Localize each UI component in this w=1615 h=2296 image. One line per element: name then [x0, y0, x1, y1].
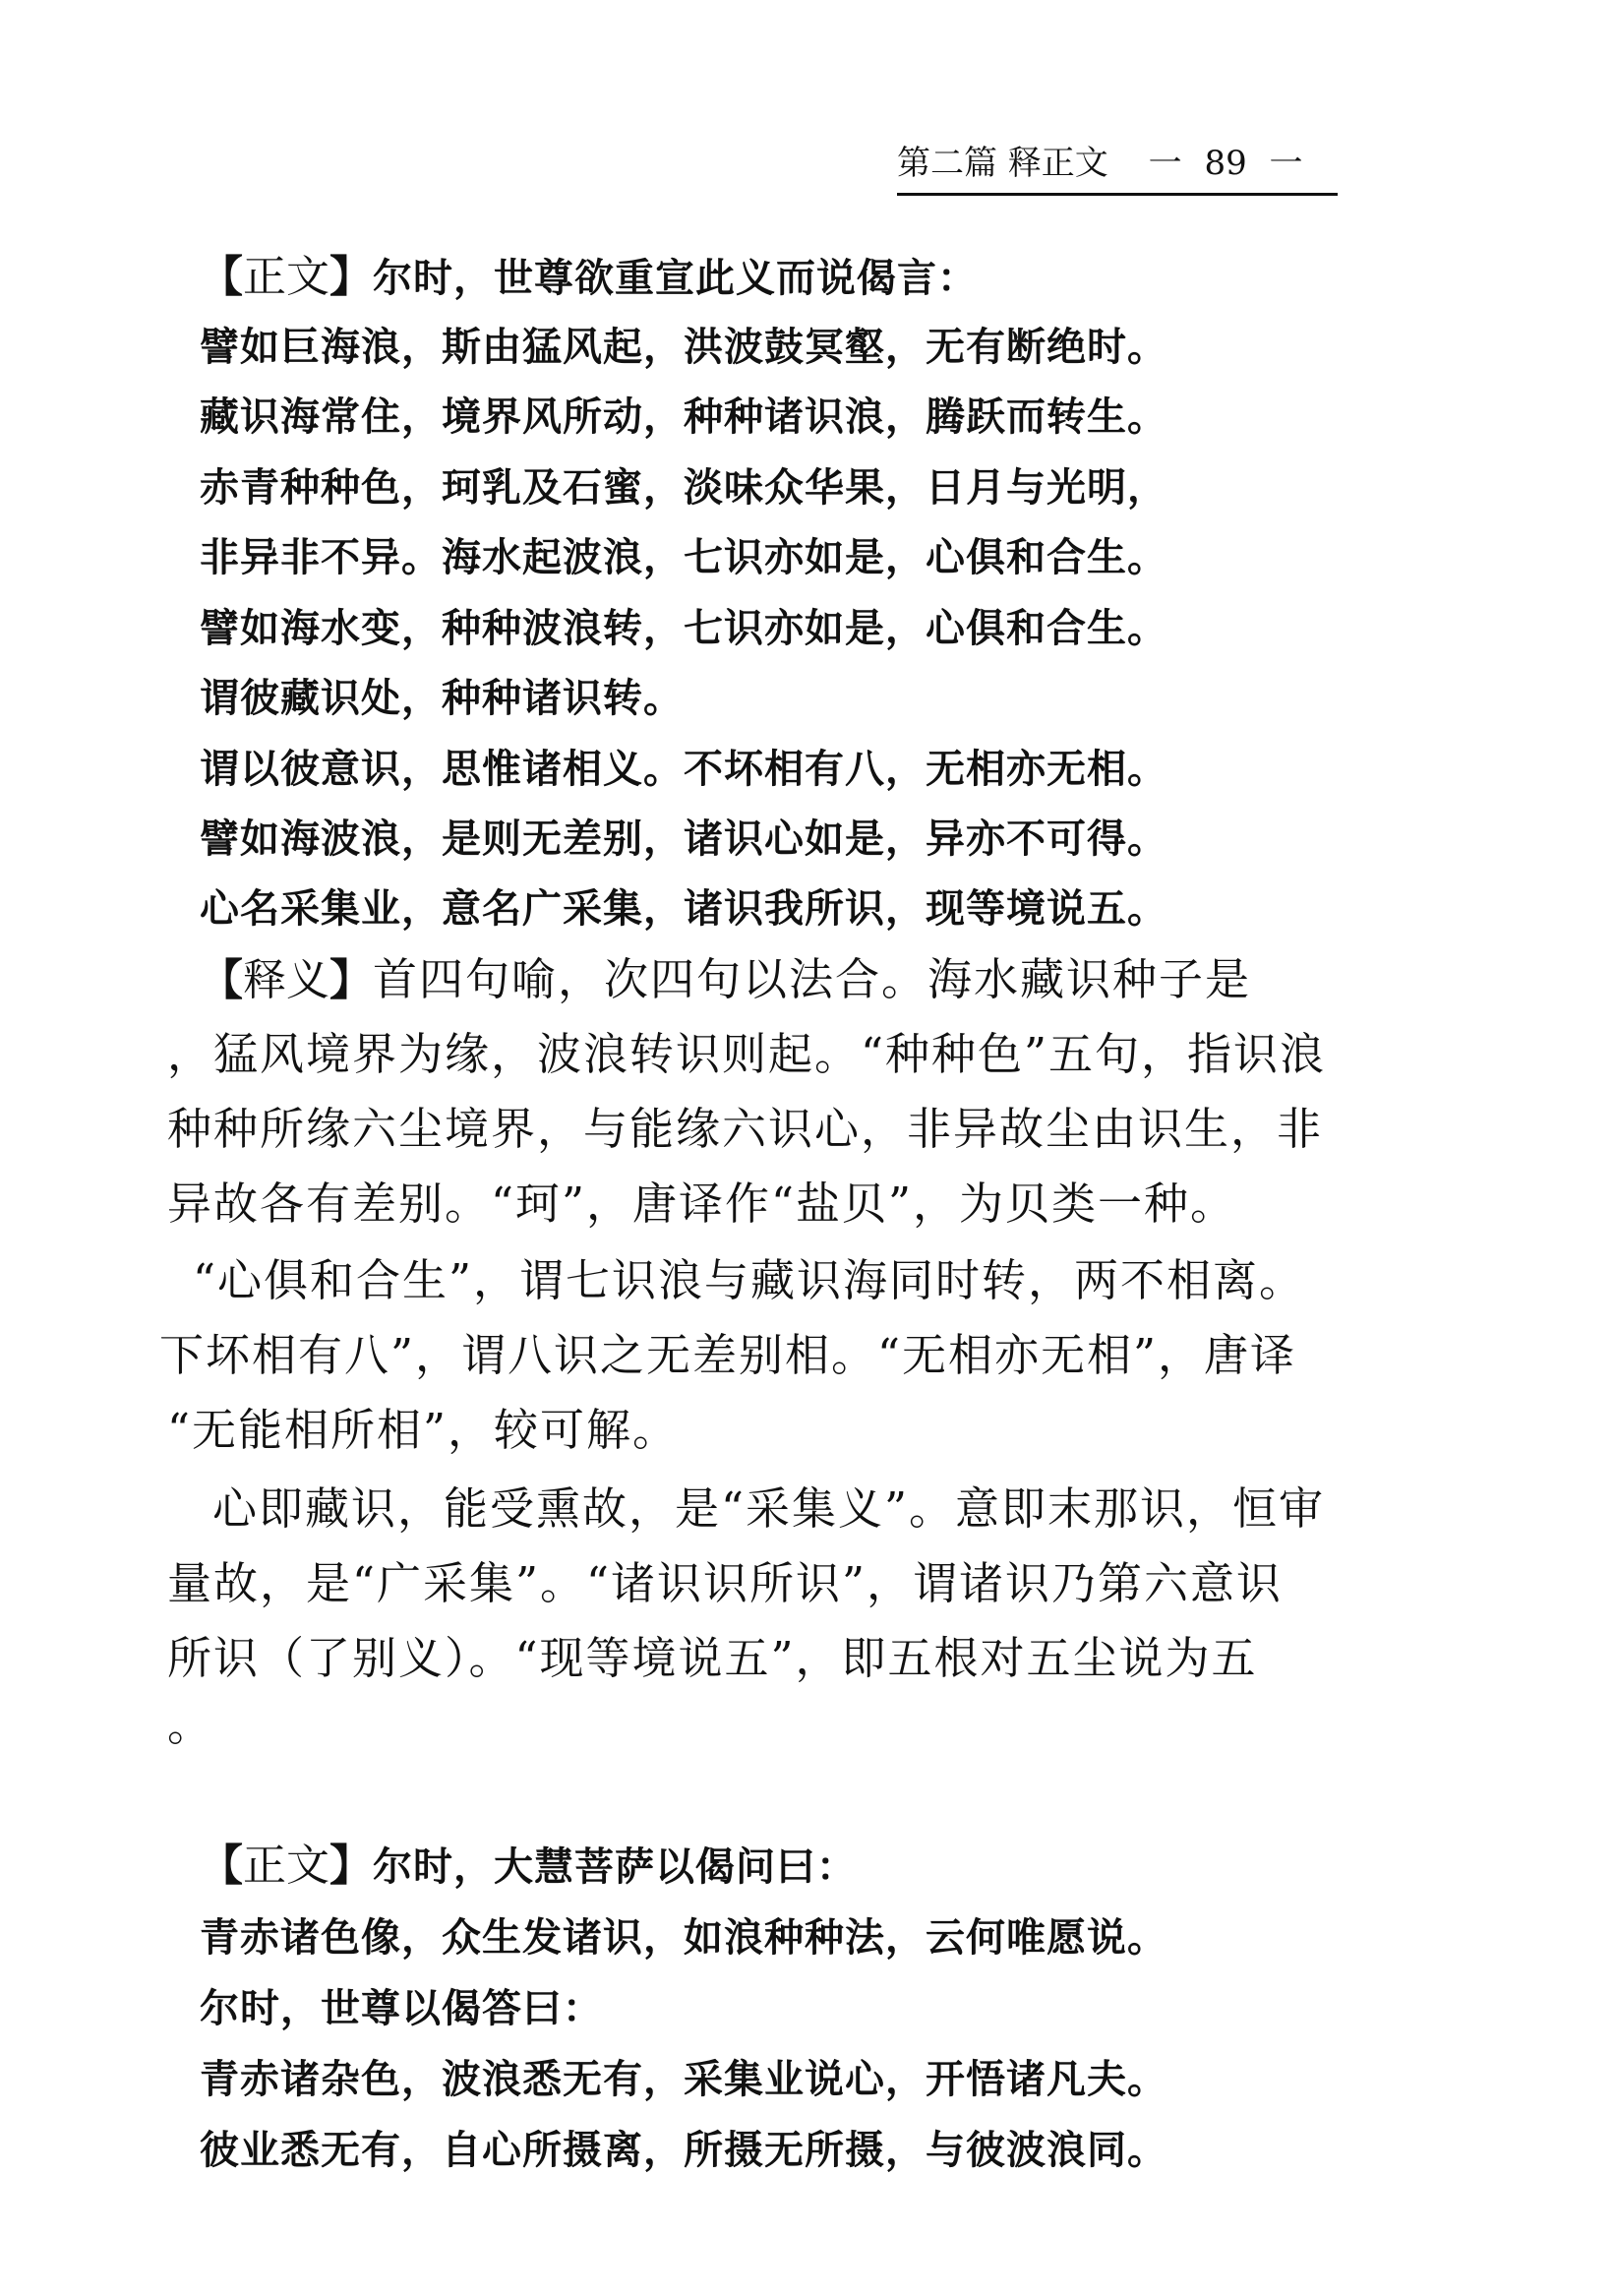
running-header — [897, 138, 1338, 196]
bracket-close: 】 — [329, 252, 373, 302]
verse-line: 譬如海水变，种种波浪转，七识亦如是，心俱和合生。 — [200, 606, 1167, 651]
bracket-open: 【 — [200, 955, 243, 1005]
block2-intro-line — [200, 1837, 857, 1897]
commentary-line: ，猛风境界为缘，波浪转识则起。“种种色”五句，指识浪 — [167, 1028, 1327, 1080]
verse-line: 彼业悉无有，自心所摄离，所摄无所摄，与彼波浪同。 — [200, 2128, 1167, 2173]
commentary-line: “无能相所相”，较可解。 — [167, 1404, 680, 1456]
bracket-open: 【 — [200, 1841, 243, 1891]
tag-label: 正文 — [243, 252, 329, 302]
block1-intro-line — [200, 248, 978, 308]
bracket-open: 【 — [200, 252, 243, 302]
commentary-line: 心即藏识，能受熏故，是“采集义”。意即末那识，恒审 — [212, 1482, 1326, 1535]
verse-line: 青赤诸色像，众生发诸识，如浪种种法，云何唯愿说。 — [200, 1915, 1167, 1961]
block2-intro: 尔时，大慧菩萨以偈问曰： — [373, 1844, 857, 1890]
verse-line: 谓以彼意识，思惟诸相义。不坏相有八，无相亦无相。 — [200, 747, 1167, 792]
bracket-close: 】 — [329, 955, 373, 1005]
verse-line: 谓彼藏识处，种种诸识转。 — [200, 676, 684, 721]
commentary-tag — [200, 955, 373, 1005]
verse-line: 譬如海波浪，是则无差别，诸识心如是，异亦不可得。 — [200, 816, 1167, 862]
verse-line: 譬如巨海浪，斯由猛风起，洪波鼓冥壑，无有断绝时。 — [200, 325, 1167, 370]
header-dash-left: 一 — [1148, 144, 1182, 183]
chapter-title: 第二篇 释正文 — [897, 144, 1108, 183]
tag-label: 释义 — [243, 955, 329, 1005]
commentary-first-line — [200, 950, 1251, 1010]
bracket-close: 】 — [329, 1841, 373, 1891]
verse-line: 赤青种种色，珂乳及石蜜，淡味众华果，日月与光明， — [200, 465, 1167, 511]
tag-label: 正文 — [243, 1841, 329, 1891]
commentary-line: “心俱和合生”，谓七识浪与藏识海同时转，两不相离。 — [193, 1254, 1306, 1306]
verse-line: 藏识海常住，境界风所动，种种诸识浪，腾跃而转生。 — [200, 394, 1167, 440]
verse-line: 尔时，世尊以偈答曰： — [200, 1986, 603, 2031]
verse-line: 心名采集业，意名广采集，诸识我所识，现等境说五。 — [200, 886, 1167, 932]
page-number: 89 — [1204, 144, 1247, 183]
commentary-line: 异故各有差别。“珂”，唐译作“盐贝”，为贝类一种。 — [167, 1178, 1237, 1230]
commentary-line: 种种所缘六尘境界，与能缘六识心，非异故尘由识生，非 — [167, 1103, 1324, 1155]
header-dash-right: 一 — [1269, 144, 1303, 183]
verse-line: 非异非不异。海水起波浪，七识亦如是，心俱和合生。 — [200, 535, 1167, 580]
block1-intro: 尔时，世尊欲重宣此义而说偈言： — [373, 256, 978, 301]
commentary-text: 首四句喻，次四句以法合。海水藏识种子是 — [373, 953, 1252, 1005]
commentary-line: 下坏相有八”，谓八识之无差别相。“无相亦无相”，唐译 — [159, 1329, 1297, 1381]
verse-line: 青赤诸杂色，波浪悉无有，采集业说心，开悟诸凡夫。 — [200, 2057, 1167, 2102]
commentary-line: 所识（了别义）。“现等境说五”，即五根对五尘说为五 — [167, 1632, 1258, 1684]
block1-tag — [200, 252, 373, 302]
commentary-line: 量故，是“广采集”。“诸识识所识”，谓诸识乃第六意识 — [167, 1557, 1284, 1609]
commentary-line: 。 — [167, 1699, 214, 1751]
block2-tag — [200, 1841, 373, 1891]
